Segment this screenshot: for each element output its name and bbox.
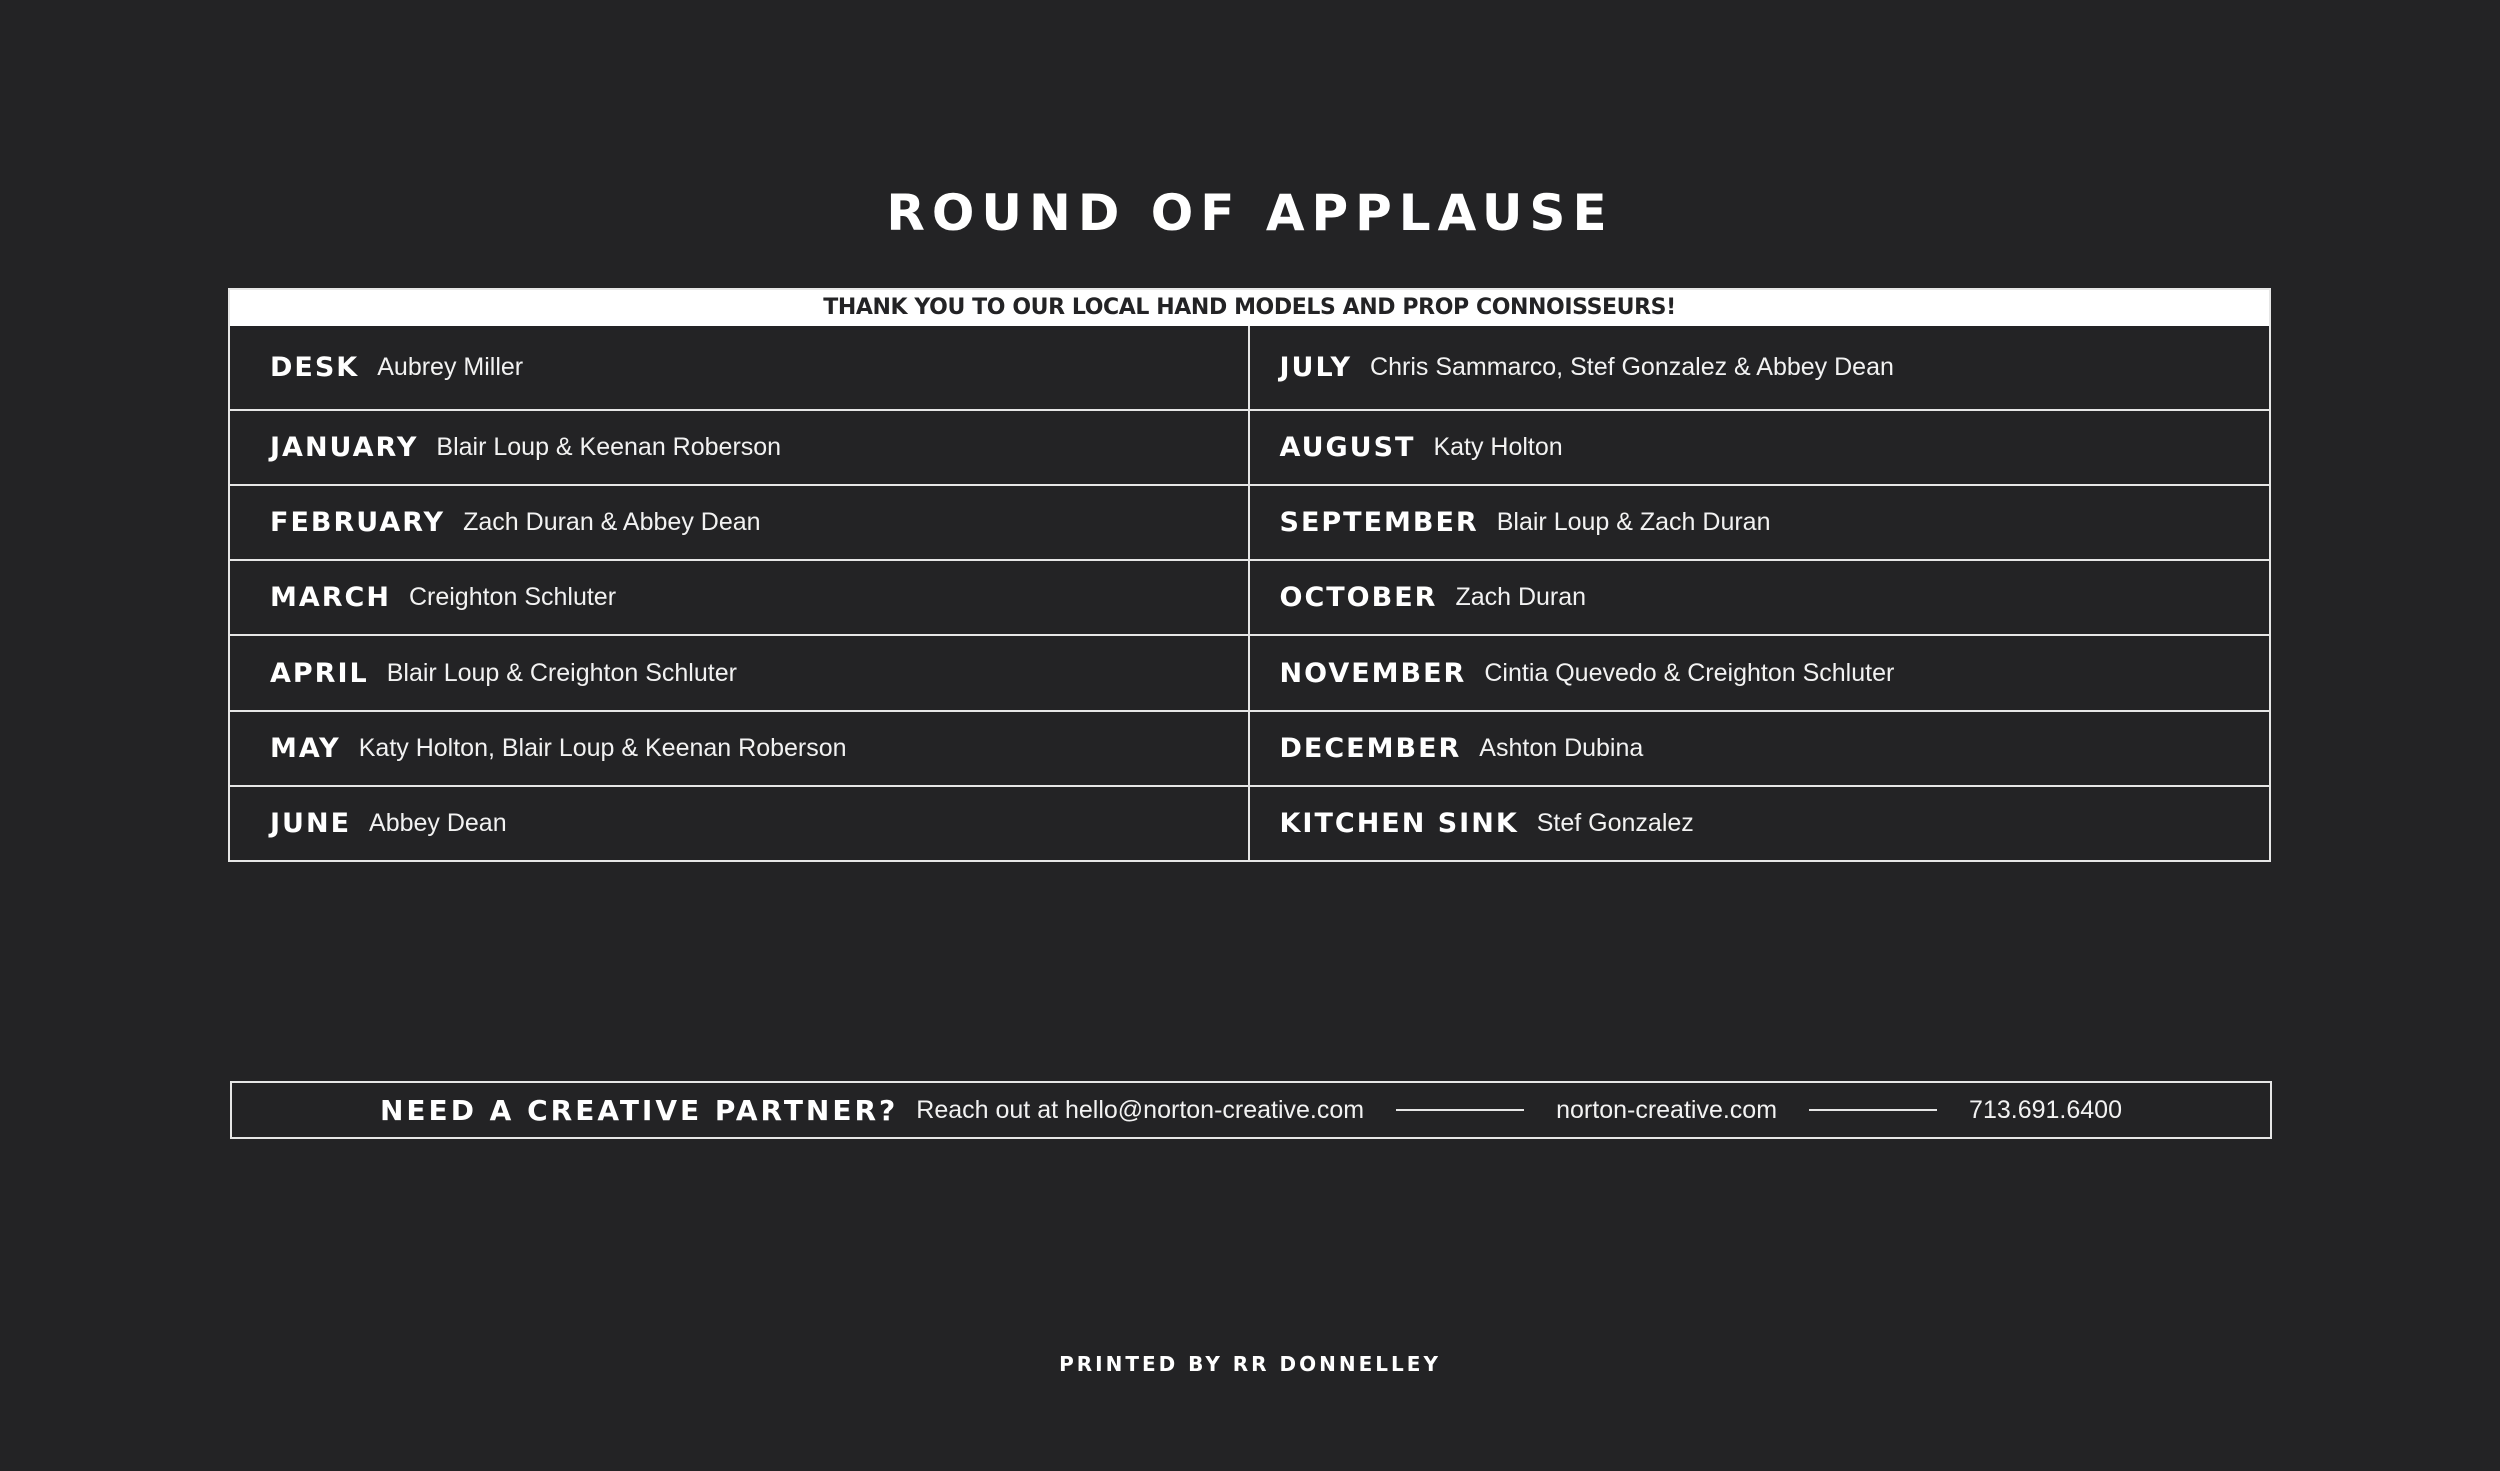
names-text: Zach Duran: [1455, 583, 1587, 612]
names-text: Creighton Schluter: [408, 583, 617, 612]
divider-line: [1809, 1109, 1937, 1111]
contact-headline: NEED A CREATIVE PARTNER?: [380, 1093, 899, 1127]
page-title: ROUND OF APPLAUSE: [886, 184, 1614, 242]
names-text: Cintia Quevedo & Creighton Schluter: [1484, 658, 1895, 687]
left-column: [230, 326, 1250, 860]
right-column: [1250, 326, 2270, 860]
month-label: KITCHEN SINK: [1279, 807, 1519, 839]
table-row: [1250, 712, 2270, 787]
month-label: AUGUST: [1279, 431, 1416, 463]
names-text: Abbey Dean: [369, 808, 507, 837]
table-row: [230, 326, 1248, 411]
table-row: [1250, 636, 2270, 711]
table-row: [230, 486, 1248, 561]
names-text: Blair Loup & Creighton Schluter: [386, 658, 737, 687]
table-row: [1250, 326, 2270, 411]
month-label: FEBRUARY: [270, 507, 446, 539]
table-row: [1250, 787, 2270, 860]
month-label: MAY: [270, 732, 341, 764]
month-label: JANUARY: [270, 431, 419, 463]
month-label: DESK: [270, 351, 360, 383]
month-label: APRIL: [270, 657, 369, 689]
table-row: [230, 712, 1248, 787]
month-label: JUNE: [270, 807, 352, 839]
names-text: Aubrey Miller: [377, 352, 524, 381]
table-row: [1250, 561, 2270, 636]
table-header: THANK YOU TO OUR LOCAL HAND MODELS AND PROP CONNOISSEURS!: [230, 290, 2269, 326]
names-text: Katy Holton: [1433, 432, 1563, 461]
contact-website[interactable]: norton-creative.com: [1556, 1095, 1778, 1124]
contact-banner: [230, 1081, 2272, 1139]
table-row: [230, 636, 1248, 711]
table-row: [1250, 411, 2270, 486]
month-label: OCTOBER: [1279, 582, 1438, 614]
divider-line: [1396, 1109, 1524, 1111]
printer-credit: PRINTED BY RR DONNELLEY: [1059, 1352, 1441, 1376]
credits-table: [228, 288, 2271, 862]
names-text: Blair Loup & Keenan Roberson: [436, 432, 782, 461]
month-label: MARCH: [270, 582, 391, 614]
names-text: Ashton Dubina: [1479, 733, 1644, 762]
contact-email[interactable]: Reach out at hello@norton-creative.com: [916, 1095, 1365, 1124]
table-row: [1250, 486, 2270, 561]
table-row: [230, 411, 1248, 486]
month-label: SEPTEMBER: [1279, 507, 1479, 539]
names-text: Zach Duran & Abbey Dean: [463, 508, 761, 537]
table-row: [230, 787, 1248, 860]
contact-phone[interactable]: 713.691.6400: [1969, 1095, 2122, 1124]
names-text: Chris Sammarco, Stef Gonzalez & Abbey Dean: [1370, 352, 1894, 381]
names-text: Katy Holton, Blair Loup & Keenan Roberson: [358, 733, 847, 762]
month-label: DECEMBER: [1279, 732, 1462, 764]
table-row: [230, 561, 1248, 636]
names-text: Stef Gonzalez: [1536, 808, 1694, 837]
month-label: NOVEMBER: [1279, 657, 1467, 689]
names-text: Blair Loup & Zach Duran: [1496, 508, 1771, 537]
month-label: JULY: [1279, 351, 1353, 383]
